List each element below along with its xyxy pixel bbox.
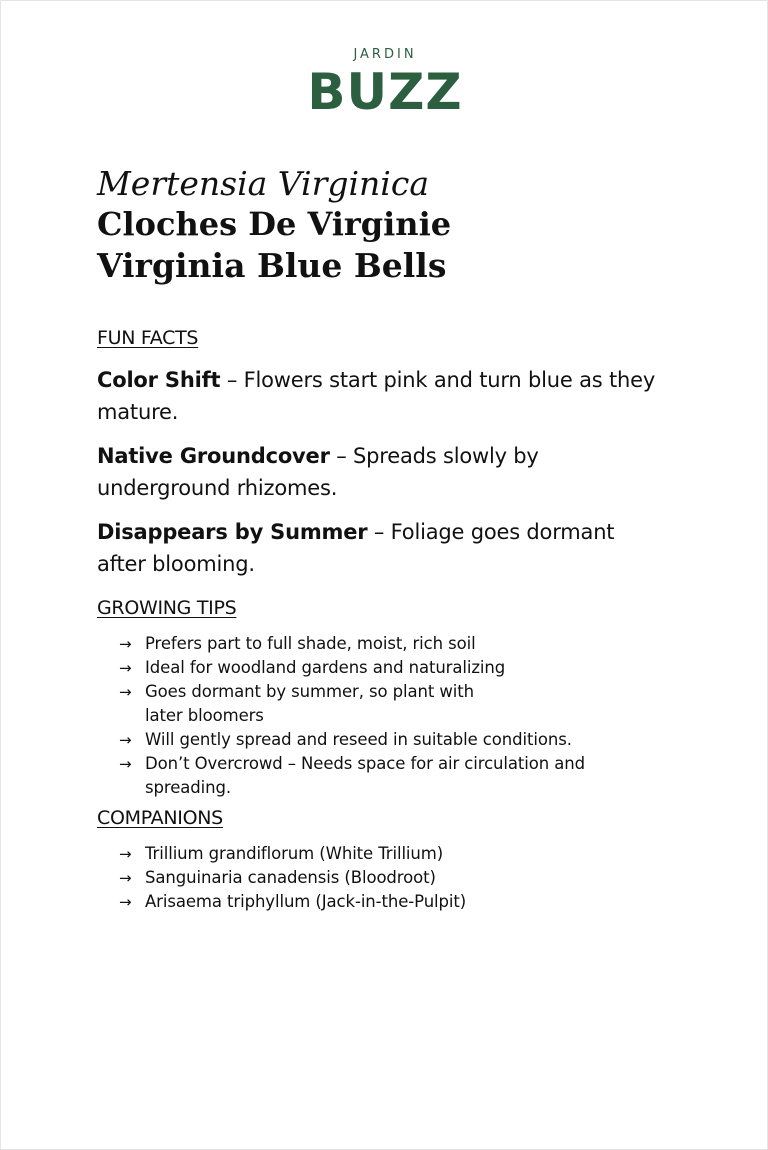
fun-fact-text: – Flowers start pink and turn blue as they mature. (97, 368, 656, 424)
list-item (119, 866, 657, 890)
growing-tips-list (97, 632, 657, 800)
fun-fact-text: – Spreads slowly by underground rhizomes. (97, 444, 539, 500)
companion-text: Trillium grandiflorum (White Trillium) (145, 844, 444, 863)
plant-info (97, 324, 657, 914)
english-name: Virginia Blue Bells (97, 246, 447, 285)
companion-text: Sanguinaria canadensis (Bloodroot) (145, 868, 436, 887)
companion-text: Arisaema triphyllum (Jack-in-the-Pulpit) (145, 892, 467, 911)
logo-wordmark: BUZZ (307, 63, 463, 121)
fun-facts-heading: FUN FACTS (97, 327, 199, 349)
growing-tips-heading: GROWING TIPS (97, 597, 237, 619)
french-name: Cloches De Virginie (97, 205, 452, 243)
fun-fact-item (97, 364, 657, 428)
arrow-right-icon: → (119, 635, 132, 653)
tip-text: Prefers part to full shade, moist, rich soil (145, 634, 476, 653)
arrow-right-icon: → (119, 683, 132, 701)
companions-heading: COMPANIONS (97, 807, 223, 829)
companions-list (97, 842, 657, 914)
list-item (119, 842, 657, 866)
tip-text: Will gently spread and reseed in suitable conditions. (145, 730, 572, 749)
list-item (119, 632, 657, 656)
arrow-right-icon: → (119, 731, 132, 749)
tip-text: Goes dormant by summer, so plant with later bloomers (145, 682, 474, 725)
fun-fact-term: Disappears by Summer (97, 520, 368, 544)
arrow-right-icon: → (119, 869, 132, 887)
logo-subtitle: JARDIN (353, 47, 417, 62)
list-item (119, 890, 657, 914)
fun-fact-item (97, 440, 637, 504)
list-item (119, 680, 505, 728)
tip-text: Don’t Overcrowd – Needs space for air circulation and spreading. (145, 754, 585, 797)
fun-fact-item (97, 516, 657, 580)
latin-name: Mertensia Virginica (97, 164, 430, 203)
arrow-right-icon: → (119, 755, 132, 773)
fun-fact-term: Color Shift (97, 368, 221, 392)
arrow-right-icon: → (119, 893, 132, 911)
list-item (119, 656, 657, 680)
plant-names (97, 163, 697, 286)
tip-text: Ideal for woodland gardens and naturalizing (145, 658, 506, 677)
arrow-right-icon: → (119, 845, 132, 863)
arrow-right-icon: → (119, 659, 132, 677)
brand-logo (1, 45, 768, 121)
fun-fact-text: – Foliage goes dormant after blooming. (97, 520, 615, 576)
list-item (119, 752, 585, 800)
list-item (119, 728, 657, 752)
fun-fact-term: Native Groundcover (97, 444, 330, 468)
